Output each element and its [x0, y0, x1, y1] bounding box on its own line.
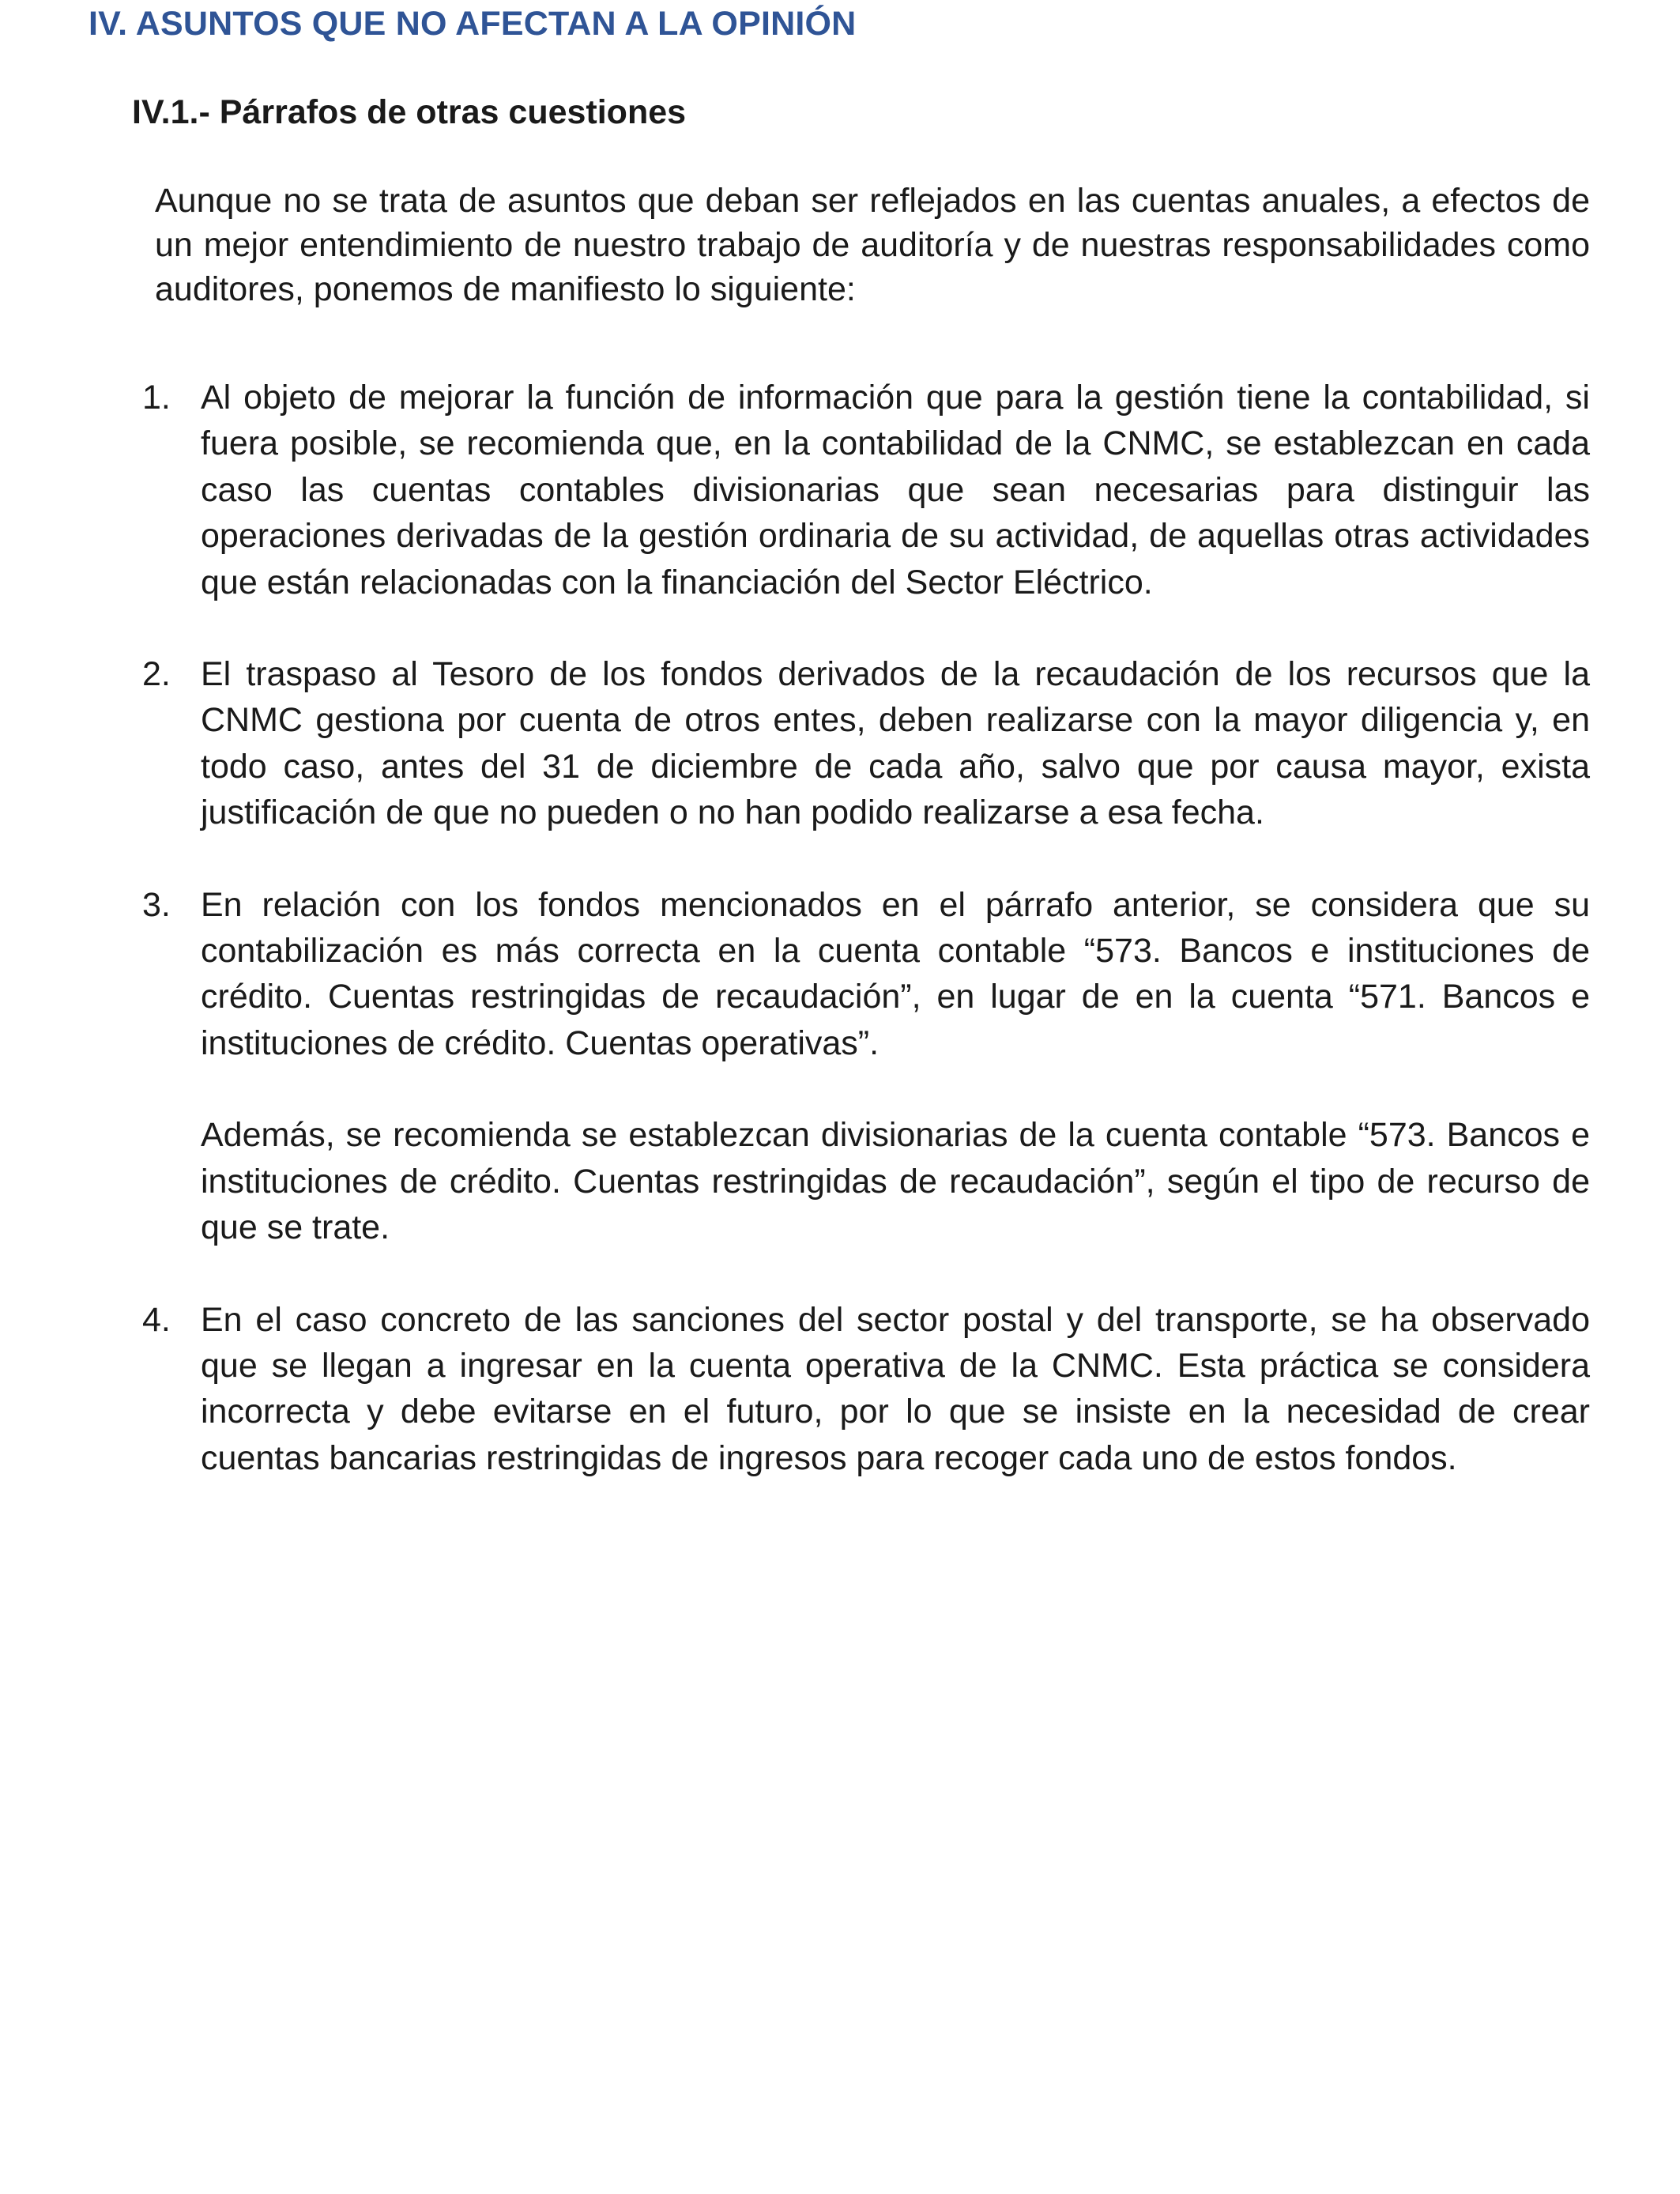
section-title: IV. ASUNTOS QUE NO AFECTAN A LA OPINIÓN [89, 5, 857, 43]
list-item-number: 2. [142, 655, 171, 694]
list-item-paragraph: Además, se recomienda se establezcan divisionarias de la cuenta contable “573. Bancos e instituciones de crédito. Cuentas restringidas de recaudación”, según el tipo de recurso de que se trate. [201, 1116, 1590, 1247]
list-item [142, 882, 1590, 1251]
list-item-paragraph: En relación con los fondos mencionados en el párrafo anterior, se considera que su contabilización es más correcta en la cuenta contable “573. Bancos e instituciones de crédito. Cuentas restringidas de recaudación”, en lugar de en la cuenta “571. Bancos e instituciones de crédito. Cuentas operativas”. [201, 885, 1590, 1062]
list-item-number: 1. [142, 379, 171, 417]
subsection-title: IV.1.- Párrafos de otras cuestiones [132, 93, 687, 131]
list-item-number: 3. [142, 885, 171, 924]
intro-paragraph: Aunque no se trata de asuntos que deban ser reflejados en las cuentas anuales, a efectos de un mejor entendimiento de nuestro trabajo de auditoría y de nuestras responsabilidades como auditores, ponemos de manifiesto lo siguiente: [155, 182, 1590, 308]
list-item [142, 1297, 1590, 1482]
list-item [142, 651, 1590, 836]
list-item-number: 4. [142, 1300, 171, 1339]
list-item-paragraph: Al objeto de mejorar la función de información que para la gestión tiene la contabilidad, si fuera posible, se recomienda que, en la contabilidad de la CNMC, se establezcan en cada caso las cuentas contables divisionarias que sean necesarias para distinguir las operaciones derivadas de la gestión ordinaria de su actividad, de aquellas otras actividades que están relacionadas con la financiación del Sector Eléctrico. [201, 379, 1590, 601]
recommendations-list [142, 375, 1590, 1481]
list-item-paragraph: En el caso concreto de las sanciones del sector postal y del transporte, se ha observado que se llegan a ingresar en la cuenta operativa de la CNMC. Esta práctica se considera incorrecta y debe evitarse en el futuro, por lo que se insiste en la necesidad de crear cuentas bancarias restringidas de ingresos para recoger cada uno de estos fondos. [201, 1300, 1590, 1477]
list-item [142, 375, 1590, 605]
list-item-paragraph: El traspaso al Tesoro de los fondos derivados de la recaudación de los recursos que la CNMC gestiona por cuenta de otros entes, deben realizarse con la mayor diligencia y, en todo caso, antes del 31 de diciembre de cada año, salvo que por causa mayor, exista justificación de que no pueden o no han podido realizarse a esa fecha. [201, 655, 1590, 832]
